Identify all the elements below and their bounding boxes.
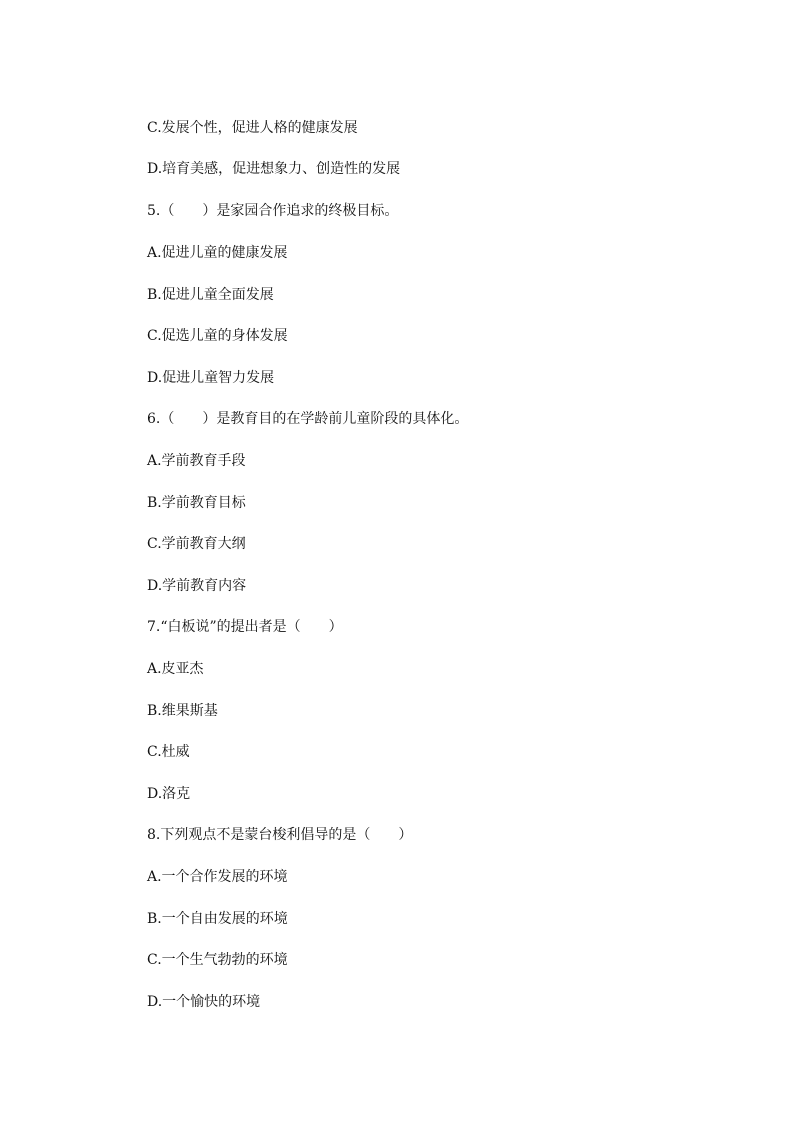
- q6-option-b: B.学前教育目标: [147, 495, 246, 511]
- q8-option-a: A.一个合作发展的环境: [147, 869, 288, 885]
- q8-option-d: D.一个愉快的环境: [147, 994, 261, 1010]
- option-c-line: C.发展个性，促进人格的健康发展: [147, 120, 358, 136]
- q7-option-b: B.维果斯基: [147, 703, 218, 719]
- question-6-text: 6.（ ）是教育目的在学龄前儿童阶段的具体化。: [147, 411, 469, 427]
- q8-option-c: C.一个生气勃勃的环境: [147, 952, 288, 968]
- q8-option-b: B.一个自由发展的环境: [147, 911, 288, 927]
- q5-option-c: C.促选儿童的身体发展: [147, 328, 288, 344]
- q6-option-c: C.学前教育大纲: [147, 536, 246, 552]
- question-8-text: 8.下列观点不是蒙台梭利倡导的是（ ）: [147, 827, 413, 843]
- q6-option-a: A.学前教育手段: [147, 453, 246, 469]
- q7-option-d: D.洛克: [147, 786, 191, 802]
- question-5-text: 5.（ ）是家园合作追求的终极目标。: [147, 203, 399, 219]
- question-7-text: 7.“白板说”的提出者是（ ）: [147, 619, 343, 635]
- q7-option-c: C.杜威: [147, 744, 190, 760]
- q6-option-d: D.学前教育内容: [147, 578, 247, 594]
- q5-option-a: A.促进儿童的健康发展: [147, 245, 288, 261]
- q5-option-b: B.促进儿童全面发展: [147, 287, 274, 303]
- q7-option-a: A.皮亚杰: [147, 661, 204, 677]
- q5-option-d: D.促进儿童智力发展: [147, 370, 275, 386]
- option-d-line: D.培育美感，促进想象力、创造性的发展: [147, 161, 401, 177]
